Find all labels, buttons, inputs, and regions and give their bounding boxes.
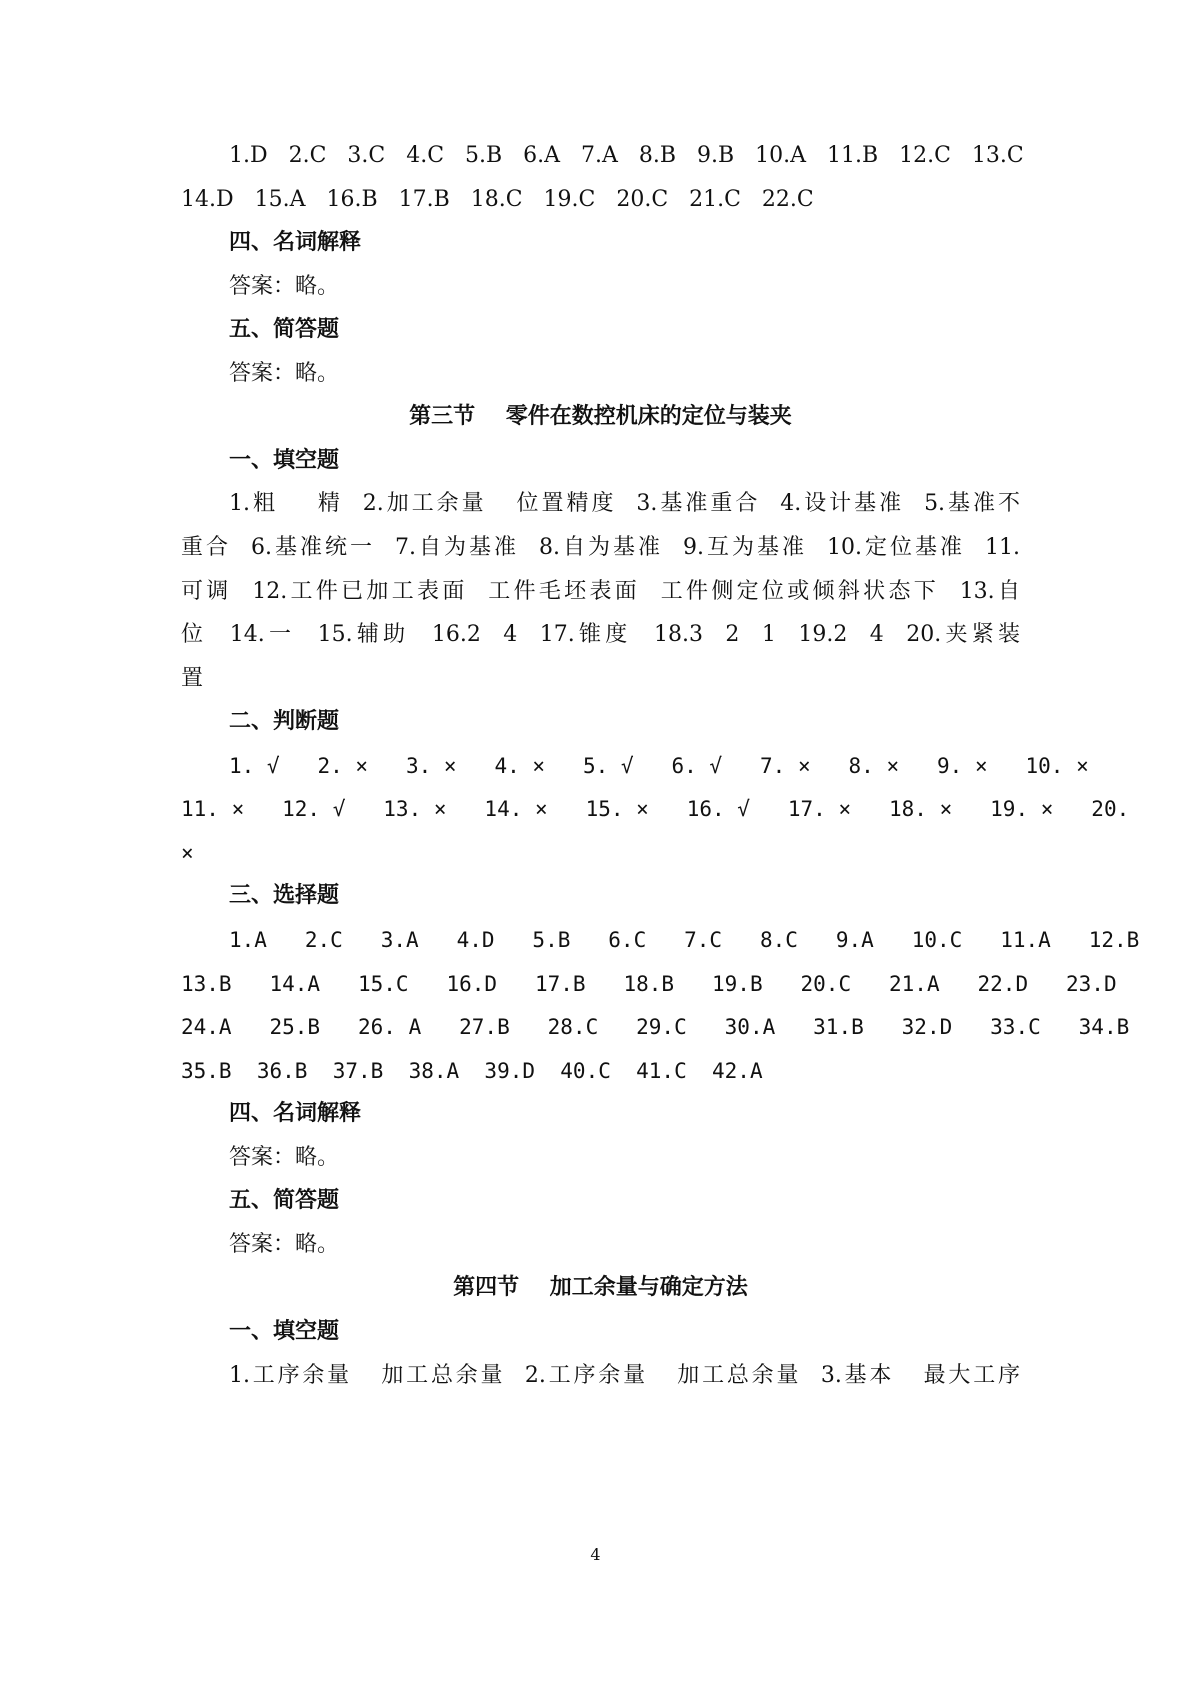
heading-terms: 四、名词解释 (229, 230, 362, 255)
choice-answers-line: 14.D 15.A 16.B 17.B 18.C 19.C 20.C 21.C 22.C (181, 187, 814, 212)
choice-answers-line: 1.D 2.C 3.C 4.C 5.B 6.A 7.A 8.B 9.B 10.A 11.B 12.C 13.C (229, 143, 1024, 168)
section-title: 第三节 零件在数控机床的定位与装夹 (409, 404, 792, 429)
judgment-answers-line: 1. √ 2. × 3. × 4. × 5. √ 6. √ 7. × 8. × 9. × 10. × (229, 754, 1089, 778)
answer-text: 答案：略。 (229, 1145, 340, 1170)
answer-text: 答案：略。 (229, 361, 340, 386)
heading-fill-blank: 一、填空题 (229, 448, 340, 473)
heading-choice: 三、选择题 (229, 883, 340, 908)
choice-answers-line: 13.B 14.A 15.C 16.D 17.B 18.B 19.B 20.C 21.A 22.D 23.D (181, 972, 1117, 996)
choice-answers-line: 1.A 2.C 3.A 4.D 5.B 6.C 7.C 8.C 9.A 10.C 11.A 12.B (229, 928, 1140, 952)
heading-short-answer: 五、简答题 (229, 317, 340, 342)
heading-short-answer: 五、简答题 (229, 1188, 340, 1213)
heading-fill-blank: 一、填空题 (229, 1319, 340, 1344)
section-title: 第四节 加工余量与确定方法 (453, 1275, 748, 1300)
answer-text: 答案：略。 (229, 274, 340, 299)
fill-answers-line: 1.工序余量 加工总余量 2.工序余量 加工总余量 3.基本 最大工序 (229, 1363, 1020, 1388)
heading-terms: 四、名词解释 (229, 1101, 362, 1126)
document-page (181, 0, 1140, 1684)
judgment-answers-line: × (181, 841, 194, 865)
heading-judgment: 二、判断题 (229, 709, 340, 734)
page-number: 4 (590, 1545, 601, 1564)
choice-answers-line: 24.A 25.B 26. A 27.B 28.C 29.C 30.A 31.B 32.D 33.C 34.B (181, 1015, 1130, 1039)
choice-answers-line: 35.B 36.B 37.B 38.A 39.D 40.C 41.C 42.A (181, 1059, 763, 1083)
answer-text: 答案：略。 (229, 1232, 340, 1257)
fill-answers-line: 置 (181, 666, 204, 691)
fill-answers-line: 重合 6.基准统一 7.自为基准 8.自为基准 9.互为基准 10.定位基准 11. (181, 535, 1020, 560)
fill-answers-line: 位 14.一 15.辅助 16.2 4 17.锥度 18.3 2 1 19.2 4 20.夹紧装 (181, 622, 1020, 647)
judgment-answers-line: 11. × 12. √ 13. × 14. × 15. × 16. √ 17. × 18. × 19. × 20. (181, 797, 1130, 821)
fill-answers-line: 可调 12.工件已加工表面 工件毛坯表面 工件侧定位或倾斜状态下 13.自 (181, 579, 1020, 604)
fill-answers-line: 1.粗 精 2.加工余量 位置精度 3.基准重合 4.设计基准 5.基准不 (229, 491, 1020, 516)
